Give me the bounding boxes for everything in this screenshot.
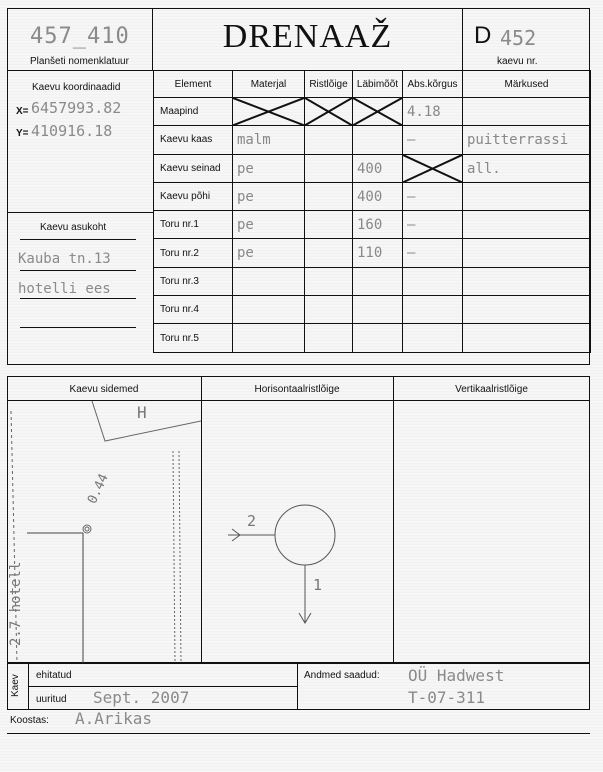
abs-height-value: – [407,132,416,149]
diameter-value: 160 [357,217,383,234]
cell-abs-height [403,296,463,324]
nomenclature-label: Planšeti nomenklatuur [30,56,129,67]
cell-material [233,182,305,210]
diameter-value: 400 [357,188,383,205]
cell-remarks [463,154,591,182]
compiled-label: Koostas: [10,715,49,726]
built-label: ehitatud [36,670,72,681]
data-from-value-2: T-07-311 [408,688,486,707]
location-line-b [20,270,136,271]
y-label: Y= [16,128,29,139]
remarks-value: puitterrassi [467,132,569,149]
cell-element: Kaevu kaas [154,126,233,154]
cell-diameter [353,296,403,324]
cross-mark-icon [305,98,352,125]
footer-divider-kaev [28,663,29,710]
cell-abs-height [403,239,463,267]
location-line-d [20,327,136,328]
cross-mark-icon [353,98,402,125]
well-marker [83,525,91,533]
side-note: 2.7 hotell [8,561,24,646]
well-number-label: kaevu nr. [497,56,538,67]
curb-line-1 [173,451,175,663]
cell-element: Toru nr.1 [154,211,233,239]
table-row [154,324,591,352]
cleaned-value: Sept. 2007 [93,688,190,707]
location-line-c [20,298,136,299]
table-row [154,126,591,154]
diameter-value: 110 [357,245,383,262]
data-from-value-1: OÜ Hadwest [408,666,505,685]
table-row [154,182,591,210]
well-circle [275,505,335,565]
material-value: pe [237,160,254,177]
ties-sketch [7,401,201,663]
abs-height-value: – [407,217,416,234]
cell-diameter [353,267,403,295]
cell-element: Kaevu seinad [154,154,233,182]
compiled-value: A.Arikas [75,709,153,728]
cross-mark-icon [403,155,462,182]
table-header-row [154,71,591,98]
cell-cross-section [305,239,353,267]
header-material: Materjal [233,71,305,98]
abs-height-value: 4.18 [407,104,441,120]
x-value: 6457993.82 [31,99,122,117]
compiled-line [7,733,590,734]
cell-cross-section [305,126,353,154]
table-row [154,239,591,267]
location-line-a [20,239,136,240]
cell-diameter [353,211,403,239]
ties-label: Kaevu sidemed [69,384,139,395]
header-element: Element [154,71,233,98]
header-remarks: Märkused [463,71,591,98]
cell-diameter [353,154,403,182]
cell-cross-section [305,324,353,352]
table-row [154,98,591,126]
cell-material [233,126,305,154]
cell-element: Toru nr.3 [154,267,233,295]
location-value-2: hotelli ees [18,281,111,297]
diameter-value: 400 [357,160,383,177]
material-value: pe [237,245,254,262]
cell-remarks [463,126,591,154]
cell-remarks [463,324,591,352]
location-divider [7,212,153,213]
nomenclature-value: 457_410 [30,24,130,49]
header-diameter: Läbimõõt [353,71,403,98]
pipe-in-label: 2 [247,512,257,530]
vertical-label: Vertikaalristlõige [455,384,528,395]
cell-cross-section [305,211,353,239]
cell-remarks [463,296,591,324]
cell-material [233,324,305,352]
cell-diameter [353,98,403,126]
location-label: Kaevu asukoht [40,222,107,233]
cell-cross-section [305,98,353,126]
curb-line-2 [179,451,181,663]
abs-height-value: – [407,188,416,205]
cell-material [233,98,305,126]
x-label: X= [16,106,29,117]
cell-element: Kaevu põhi [154,182,233,210]
cell-remarks [463,239,591,267]
data-from-label: Andmed saadud: [304,670,380,681]
header-abs-height: Abs.kõrgus [403,71,463,98]
cell-abs-height [403,154,463,182]
location-value-1: Kauba tn.13 [18,251,111,267]
header-cross-section: Ristlõige [305,71,353,98]
cell-cross-section [305,267,353,295]
well-number-value: 452 [500,26,537,50]
distance-mark: 0.44 [85,471,112,507]
cleaned-label: uuritud [36,694,67,705]
sketch-divider-2 [393,376,394,663]
table-row [154,211,591,239]
remarks-value: all. [467,160,501,177]
cell-material [233,211,305,239]
well-elements-table [153,70,591,353]
y-value: 410916.18 [31,122,113,140]
cell-abs-height [403,211,463,239]
pipe-out-label: 1 [313,576,323,594]
horizontal-label: Horisontaalristlõige [254,384,340,395]
cell-element: Maapind [154,98,233,126]
cell-cross-section [305,296,353,324]
building-mark: H [137,403,147,422]
cell-abs-height [403,126,463,154]
cell-element: Toru nr.5 [154,324,233,352]
footer-mid-line [28,686,297,687]
cell-material [233,296,305,324]
cell-diameter [353,324,403,352]
cell-element: Toru nr.4 [154,296,233,324]
cell-remarks [463,182,591,210]
cell-remarks [463,267,591,295]
cell-remarks [463,211,591,239]
material-value: pe [237,217,254,234]
cell-element: Toru nr.2 [154,239,233,267]
cell-diameter [353,182,403,210]
coordinates-label: Kaevu koordinaadid [32,82,121,93]
cell-cross-section [305,154,353,182]
table-row [154,154,591,182]
cell-remarks [463,98,591,126]
kaev-label: Kaev [10,674,21,697]
cell-diameter [353,126,403,154]
cell-abs-height [403,182,463,210]
abs-height-value: – [407,245,416,262]
material-value: malm [237,132,271,149]
cell-material [233,154,305,182]
cell-cross-section [305,182,353,210]
horizontal-section-sketch [202,401,392,663]
cell-abs-height [403,267,463,295]
table-row [154,296,591,324]
footer-divider-data [297,663,298,710]
page-title: DRENAAŽ [222,18,393,55]
table-row [154,267,591,295]
well-prefix: D [474,22,492,49]
cell-abs-height [403,98,463,126]
cell-diameter [353,239,403,267]
material-value: pe [237,188,254,205]
cell-material [233,239,305,267]
cell-material [233,267,305,295]
cell-abs-height [403,324,463,352]
cross-mark-icon [233,98,304,125]
